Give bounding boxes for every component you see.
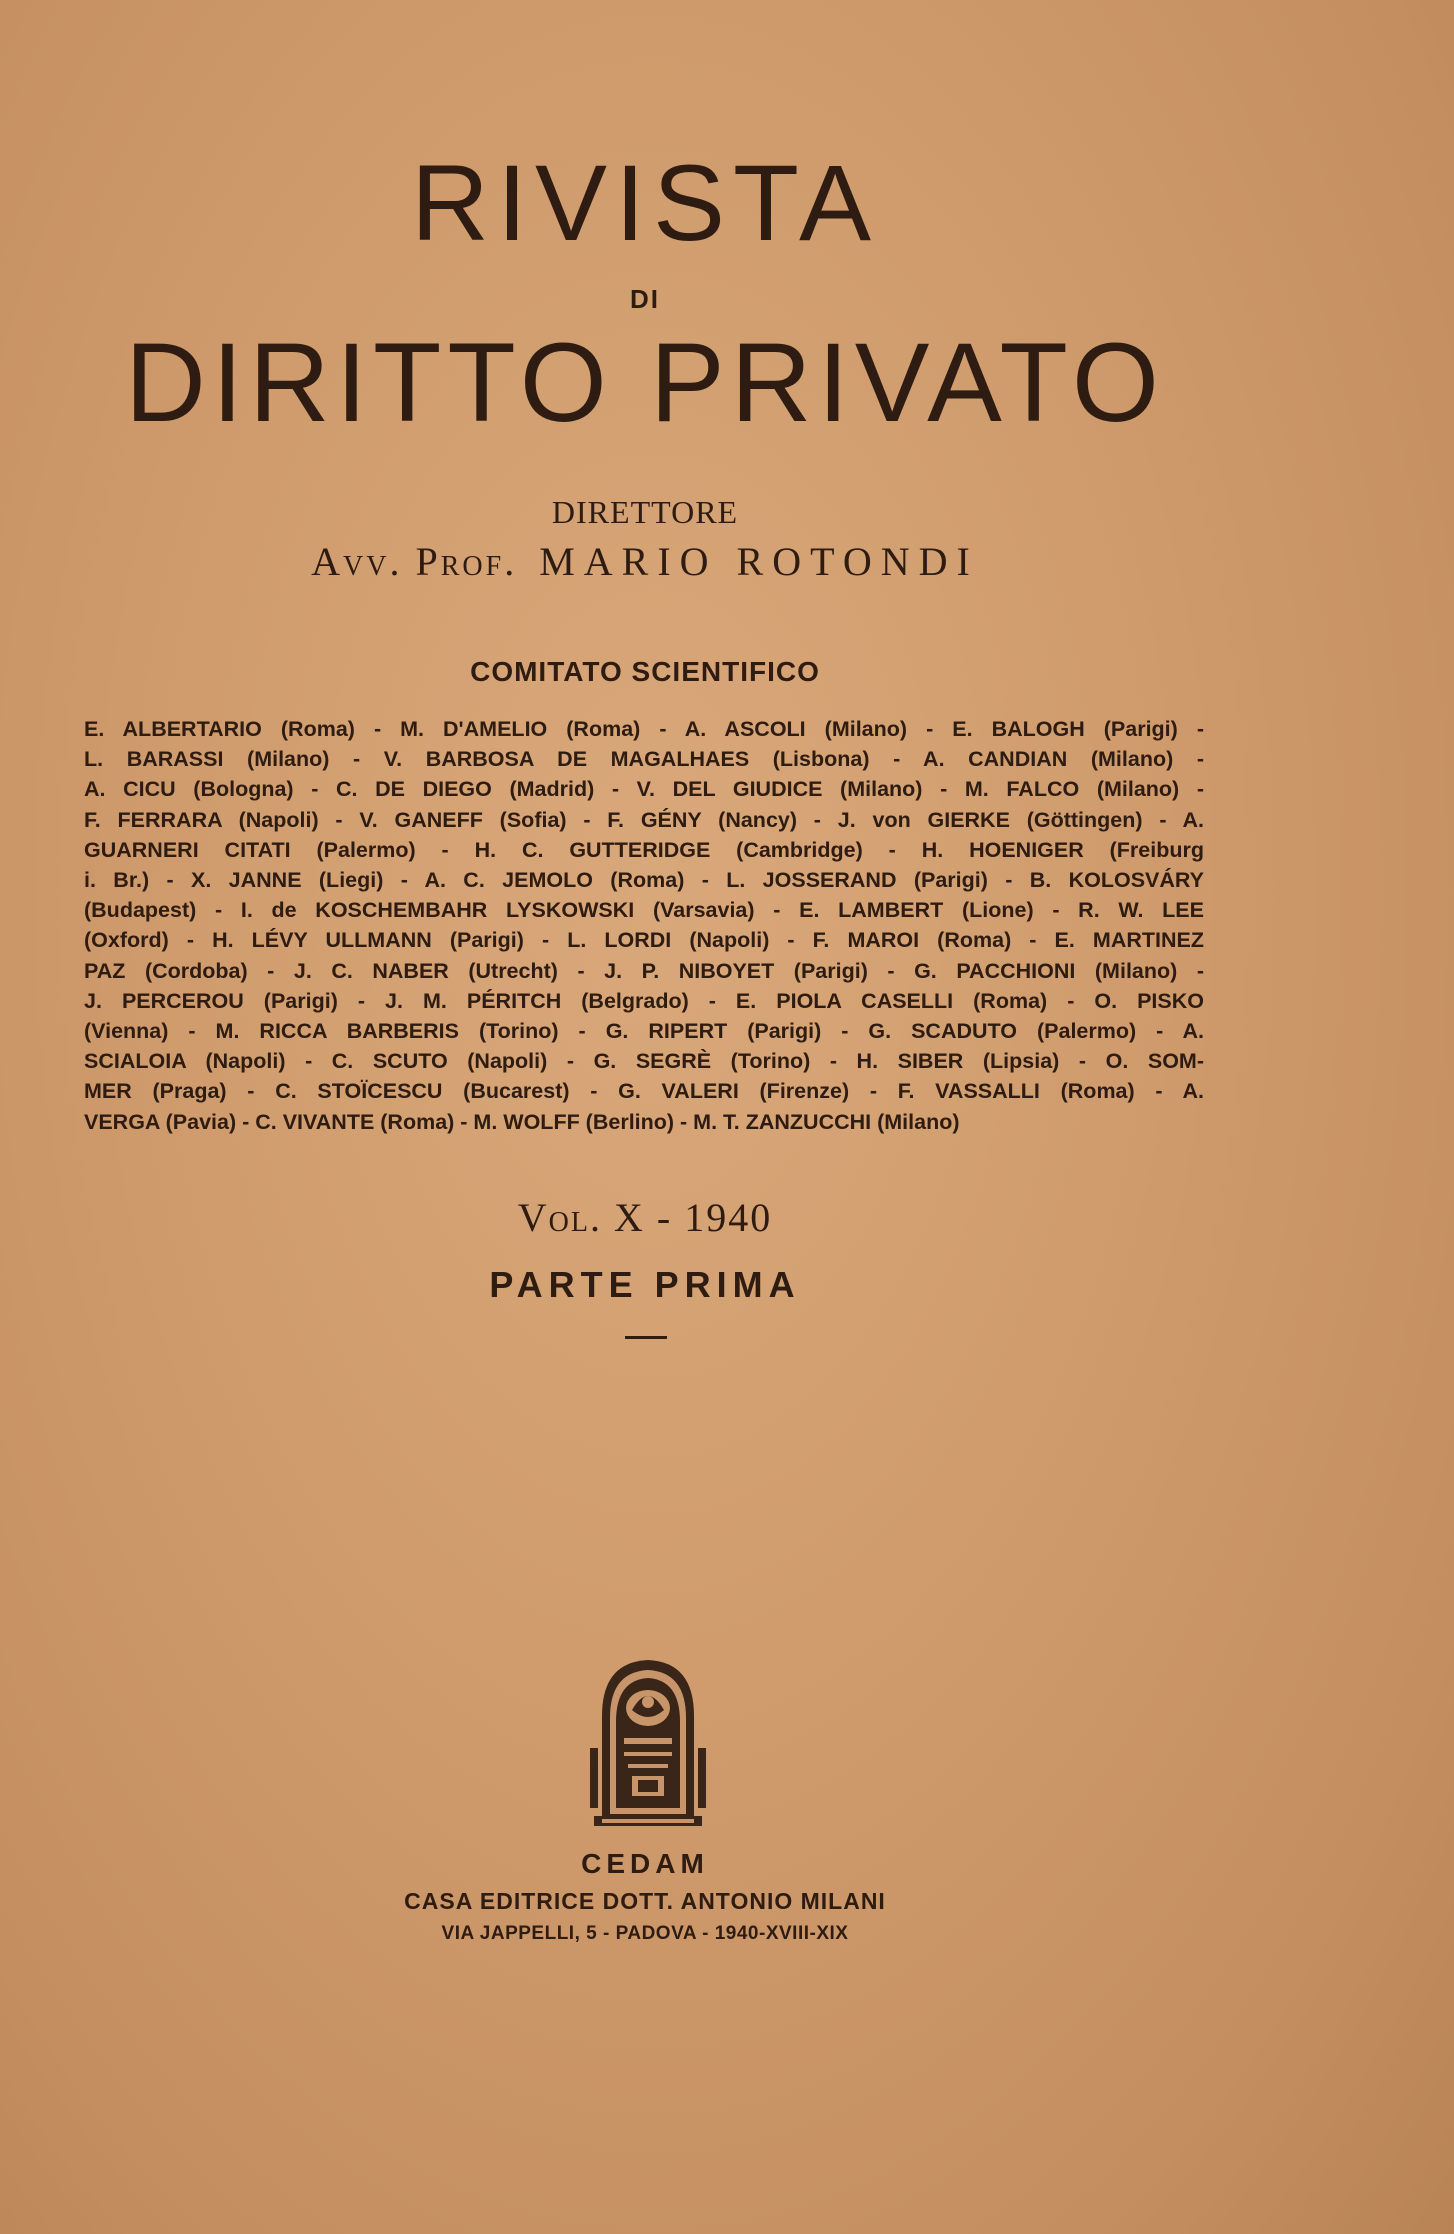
volume-word: Vol.: [517, 1195, 602, 1240]
committee-line: SCIALOIA (Napoli) - C. SCUTO (Napoli) - G. SEGRÈ (Torino) - H. SIBER (Lipsia) - O. SOM-: [84, 1049, 1204, 1074]
publisher-block: [0, 1848, 1290, 1945]
committee-line: (Budapest) - I. de KOSCHEMBAHR LYSKOWSKI (Varsavia) - E. LAMBERT (Lione) - R. W. LEE: [84, 898, 1204, 923]
committee-line: VERGA (Pavia) - C. VIVANTE (Roma) - M. WOLFF (Berlino) - M. T. ZANZUCCHI (Milano): [84, 1109, 960, 1134]
director-name-line: [0, 538, 1290, 585]
committee-line: F. FERRARA (Napoli) - V. GANEFF (Sofia) - F. GÉNY (Nancy) - J. von GIERKE (Göttingen) - A.: [84, 807, 1204, 832]
volume-line: [0, 1194, 1290, 1241]
journal-title-line2: DIRITTO PRIVATO: [124, 320, 1166, 445]
journal-title-connector: DI: [630, 284, 660, 314]
committee-line: i. Br.) - X. JANNE (Liegi) - A. C. JEMOLO (Roma) - L. JOSSERAND (Parigi) - B. KOLOSVÁRY: [84, 868, 1204, 893]
committee-members: [84, 714, 1204, 1137]
committee-heading: COMITATO SCIENTIFICO: [470, 656, 820, 687]
committee-line: MER (Praga) - C. STOÏCESCU (Bucarest) - G. VALERI (Firenze) - F. VASSALLI (Roma) - A.: [84, 1079, 1204, 1104]
committee-line: (Vienna) - M. RICCA BARBERIS (Torino) - G. RIPERT (Parigi) - G. SCADUTO (Palermo) - A.: [84, 1019, 1204, 1044]
committee-line: L. BARASSI (Milano) - V. BARBOSA DE MAGALHAES (Lisbona) - A. CANDIAN (Milano) -: [84, 747, 1204, 772]
publisher-address: VIA JAPPELLI, 5 - PADOVA - 1940-XVIII-XIX: [441, 1923, 849, 1944]
committee-line: E. ALBERTARIO (Roma) - M. D'AMELIO (Roma) - A. ASCOLI (Milano) - E. BALOGH (Parigi) -: [84, 717, 1204, 741]
committee-line: J. PERCEROU (Parigi) - J. M. PÉRITCH (Belgrado) - E. PIOLA CASELLI (Roma) - O. PISKO: [84, 988, 1204, 1013]
committee-line: GUARNERI CITATI (Palermo) - H. C. GUTTERIDGE (Cambridge) - H. HOENIGER (Freiburg: [84, 837, 1204, 862]
journal-title-line1: RIVISTA: [410, 142, 880, 263]
publisher-house: CASA EDITRICE DOTT. ANTONIO MILANI: [404, 1888, 886, 1914]
director-label: DIRETTORE: [551, 494, 739, 530]
publisher-emblem-icon: [588, 1652, 708, 1828]
part-label: PARTE PRIMA: [489, 1264, 801, 1305]
publisher-name: CEDAM: [581, 1848, 709, 1879]
committee-line: PAZ (Cordoba) - J. C. NABER (Utrecht) - J. P. NIBOYET (Parigi) - G. PACCHIONI (Milano) -: [84, 958, 1204, 983]
committee-line: A. CICU (Bologna) - C. DE DIEGO (Madrid) - V. DEL GIUDICE (Milano) - M. FALCO (Milano) -: [84, 777, 1204, 802]
director-name: MARIO ROTONDI: [539, 539, 979, 584]
volume-number: X - 1940: [614, 1195, 773, 1240]
divider-rule: [625, 1336, 667, 1339]
committee-line: (Oxford) - H. LÉVY ULLMANN (Parigi) - L. LORDI (Napoli) - F. MAROI (Roma) - E. MARTINEZ: [84, 928, 1204, 953]
director-title: Avv. Prof.: [311, 539, 518, 584]
